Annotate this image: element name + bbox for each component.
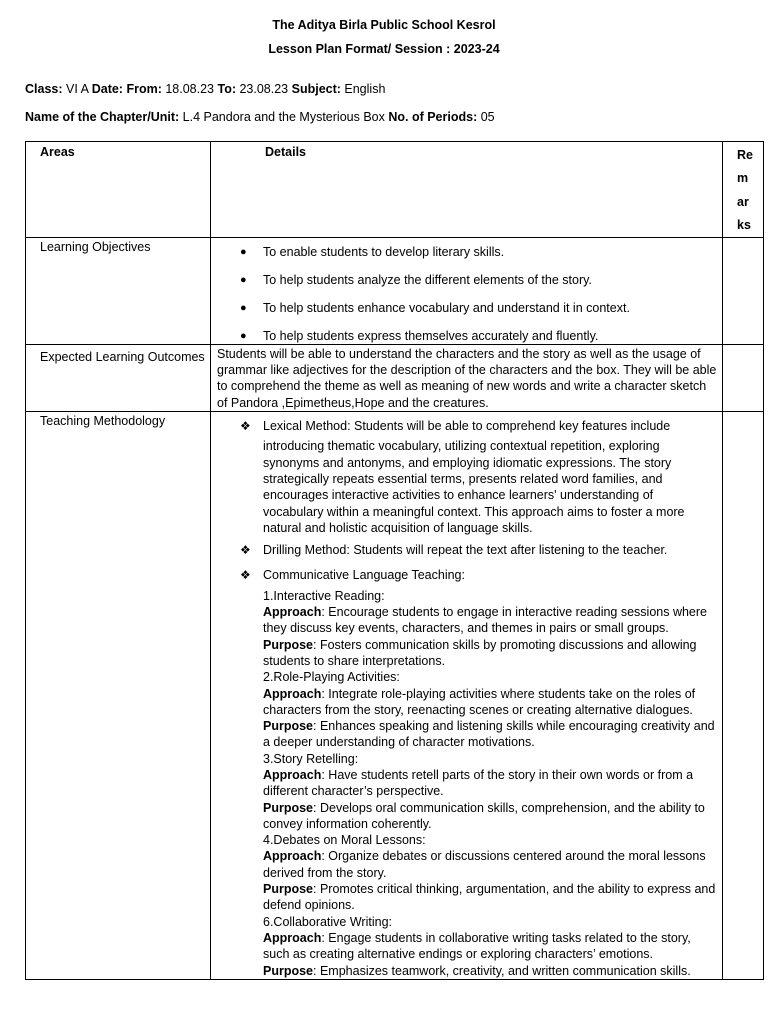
table-header-row: [26, 142, 764, 238]
details-expected-outcomes: Students will be able to understand the characters and the story as well as the usage of grammar like adjectives for the description of the characters and the box. They will be able to comprehend the theme as well as meaning of new words and write a character sketch of Pandora ,Epimetheus,Hope and the creatures.: [211, 344, 723, 411]
clt-item-title: 4.Debates on Moral Lessons:: [263, 833, 426, 848]
approach-text: : Engage students in collaborative writing tasks related to the story, such as creating alternative endings or exploring characters’ emotions.: [263, 930, 691, 962]
lexical-method-text: introducing thematic vocabulary, utilizing contextual repetition, exploring synonyms and antonyms, and employing idiomatic expressions. The story strategically repeats essential terms, presents related word families, and encourages interactive activities to enhance learners' understanding of vocabulary within a meaningful context. This approach aims to foster a more natural and holistic acquisition of language skills.: [263, 439, 685, 535]
table-row-learning-objectives: [26, 238, 764, 345]
remarks-cell: [723, 412, 764, 980]
purpose-label: Purpose: [263, 882, 314, 897]
clt-item-purpose: [263, 881, 716, 914]
clt-item-approach: [263, 604, 716, 637]
bullet-icon: ●: [240, 301, 247, 314]
bullet-icon: ●: [240, 329, 247, 342]
bullet-icon: ●: [240, 273, 247, 286]
purpose-text: : Fosters communication skills by promoting discussions and allowing students to share interpretations.: [263, 637, 697, 668]
details-learning-objectives: [211, 238, 723, 345]
clt-title: Communicative Language Teaching:: [263, 568, 465, 583]
purpose-text: : Develops oral communication skills, comprehension, and the ability to convey information coherently.: [263, 800, 705, 831]
approach-label: Approach: [263, 686, 322, 701]
method-lexical: [211, 418, 716, 536]
from-label: From:: [122, 82, 162, 96]
purpose-text: : Emphasizes teamwork, creativity, and written communication skills.: [313, 963, 691, 978]
chapter-periods-line: [25, 109, 495, 125]
approach-text: : Encourage students to engage in interactive reading sessions where they discuss key events, characters, and themes in pairs or small groups.: [263, 605, 708, 636]
chapter-label: Name of the Chapter/Unit:: [25, 110, 180, 124]
list-item: [211, 272, 722, 288]
clt-item-title: 1.Interactive Reading:: [263, 588, 385, 603]
list-item: [211, 244, 722, 260]
to-date-value: 23.08.23: [236, 82, 292, 96]
method-communicative: [211, 567, 716, 978]
class-date-subject-line: [25, 81, 385, 97]
approach-label: Approach: [263, 930, 322, 945]
lesson-plan-format-title: Lesson Plan Format/ Session : 2023-24: [268, 42, 500, 56]
lexical-method-intro: Lexical Method: Students will be able to comprehend key features include: [263, 419, 671, 434]
chapter-value: L.4 Pandora and the Mysterious Box: [179, 110, 389, 124]
class-value: VI A: [62, 82, 92, 96]
subject-value: English: [340, 82, 386, 96]
clt-item-purpose: [263, 718, 716, 751]
purpose-label: Purpose: [263, 800, 314, 815]
clt-item-title: 3.Story Retelling:: [263, 751, 359, 766]
objective-text: To help students analyze the different elements of the story.: [263, 272, 592, 287]
drilling-method-text: Drilling Method: Students will repeat the text after listening to the teacher.: [263, 543, 668, 558]
table-row-teaching-methodology: [26, 412, 764, 980]
area-expected-outcomes: Expected Learning Outcomes: [26, 344, 211, 411]
school-name: The Aditya Birla Public School Kesrol: [272, 18, 496, 32]
bullet-icon: ●: [240, 246, 247, 259]
remarks-cell: [723, 344, 764, 411]
details-teaching-methodology: [211, 412, 723, 980]
clt-item-approach: [263, 848, 716, 881]
method-drilling: [211, 542, 716, 558]
purpose-label: Purpose: [263, 963, 314, 978]
from-date-value: 18.08.23: [161, 82, 218, 96]
periods-label: No. of Periods:: [388, 110, 478, 124]
objective-text: To help students enhance vocabulary and understand it in context.: [263, 300, 630, 315]
details-header: Details: [211, 142, 723, 238]
areas-header: Areas: [26, 142, 211, 238]
remarks-cell: [723, 238, 764, 345]
remarks-header-cell: [723, 142, 764, 238]
objectives-list: [211, 238, 722, 344]
approach-text: : Organize debates or discussions centered around the moral lessons derived from the story.: [263, 849, 706, 880]
table-row-expected-outcomes: [26, 344, 764, 411]
approach-label: Approach: [263, 849, 322, 864]
remarks-header: Remarks: [737, 148, 753, 232]
diamond-bullet-icon: ❖: [240, 543, 251, 558]
purpose-label: Purpose: [263, 719, 314, 734]
diamond-bullet-icon: ❖: [240, 568, 251, 583]
area-learning-objectives: Learning Objectives: [26, 238, 211, 345]
class-label: Class:: [25, 82, 63, 96]
clt-item-approach: [263, 767, 716, 800]
approach-text: : Have students retell parts of the story in their own words or from a different character’s perspective.: [263, 768, 694, 799]
periods-value: 05: [477, 110, 495, 124]
purpose-text: : Enhances speaking and listening skills while encouraging creativity and a deeper understanding of character motivations.: [263, 719, 715, 750]
purpose-text: : Promotes critical thinking, argumentation, and the ability to express and defend opinions.: [263, 882, 716, 913]
clt-item-purpose: [263, 637, 716, 670]
approach-label: Approach: [263, 605, 322, 620]
clt-item-approach: [263, 686, 716, 719]
objective-text: To help students express themselves accurately and fluently.: [263, 328, 599, 343]
list-item: [211, 300, 722, 316]
area-teaching-methodology: Teaching Methodology: [26, 412, 211, 980]
clt-item-purpose: [263, 800, 716, 833]
purpose-label: Purpose: [263, 637, 314, 652]
to-label: To:: [217, 82, 236, 96]
clt-item-title: 6.Collaborative Writing:: [263, 914, 392, 929]
approach-label: Approach: [263, 768, 322, 782]
clt-item-approach: [263, 930, 716, 963]
diamond-bullet-icon: ❖: [240, 419, 251, 434]
clt-item-purpose: [263, 963, 716, 979]
clt-item-title: 2.Role-Playing Activities:: [263, 670, 400, 685]
list-item: [211, 328, 722, 344]
objective-text: To enable students to develop literary skills.: [263, 245, 505, 260]
subject-label: Subject:: [291, 82, 341, 96]
approach-text: : Integrate role-playing activities where students take on the roles of characters from the story, reenacting scenes or creating alternative dialogues.: [263, 686, 696, 717]
date-label: Date:: [91, 82, 123, 96]
lesson-plan-table: [25, 141, 764, 980]
